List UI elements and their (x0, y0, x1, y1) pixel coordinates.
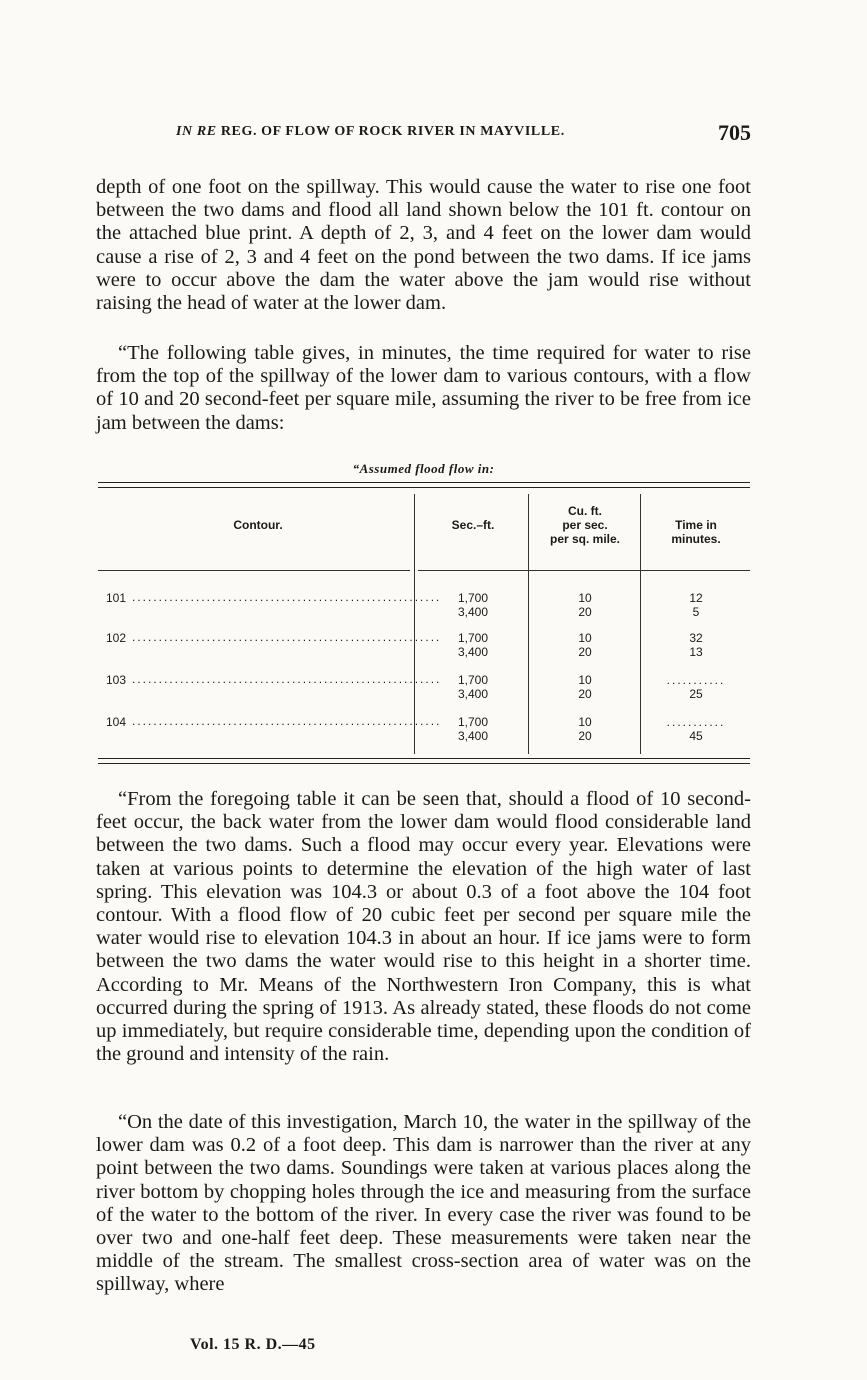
sec-ft-b: 3,400 (457, 605, 489, 619)
header-time-line-1: Time in (675, 518, 717, 532)
contour-value: 103 (106, 673, 127, 687)
time-b: 5 (692, 605, 700, 619)
table-row (98, 588, 750, 624)
time-a: 32 (689, 631, 703, 645)
header-cu-ft-line-1: Cu. ft. (568, 504, 602, 518)
cu-ft-values (530, 715, 640, 743)
sec-ft-b: 3,400 (457, 687, 489, 701)
time-a: ........... (666, 673, 726, 687)
cu-ft-a: 10 (578, 673, 592, 687)
flood-table (98, 482, 750, 768)
table-row (98, 712, 750, 748)
time-b: 25 (689, 687, 703, 701)
paragraph-1: depth of one foot on the spillway. This would cause the water to rise one foot between the two dams and flood all land shown below the 101 ft. contour on the attached blue print. A depth of 2, 3, and 4 feet on the lower dam would cause a rise of 2, 3 and 4 feet on the pond between the two dams. If ice jams were to occur above the dam the water above the jam would rise without raising the head of water at the lower dam. (96, 176, 751, 315)
running-title (176, 124, 565, 140)
time-b: 45 (689, 729, 703, 743)
contour-value: 102 (106, 631, 127, 645)
paragraph-2: “The following table gives, in minutes, the time required for water to rise from the top of the spillway of the lower dam to various contours, with a flow of 10 and 20 second-feet per square mile, assuming the river to be free from ice jam between the dams: (96, 342, 751, 434)
time-values (642, 715, 750, 743)
header-time (642, 518, 750, 546)
table-row (98, 628, 750, 664)
header-cu-ft-line-3: per sq. mile. (549, 532, 621, 546)
dot-leader: .......................................................... (132, 714, 442, 728)
time-values (642, 673, 750, 701)
sec-ft-a: 1,700 (457, 591, 489, 605)
header-sec-ft: Sec.–ft. (451, 518, 495, 532)
table-row (98, 670, 750, 706)
running-title-rest: REG. OF FLOW OF ROCK RIVER IN MAYVILLE. (216, 124, 565, 139)
running-head (96, 120, 751, 150)
time-values (642, 631, 750, 659)
header-cu-ft-line-2: per sec. (562, 518, 608, 532)
table-caption: “Assumed flood flow in: (352, 461, 495, 476)
header-rule (418, 570, 750, 571)
header-time-line-2: minutes. (671, 532, 721, 546)
cu-ft-b: 20 (578, 645, 592, 659)
cu-ft-values (530, 591, 640, 619)
cu-ft-b: 20 (578, 605, 592, 619)
dot-leader: .......................................................... (132, 672, 442, 686)
sec-ft-values (418, 591, 528, 619)
cu-ft-a: 10 (578, 591, 592, 605)
contour-value: 104 (106, 715, 127, 729)
cu-ft-values (530, 631, 640, 659)
cu-ft-a: 10 (578, 715, 592, 729)
sec-ft-a: 1,700 (457, 673, 489, 687)
sec-ft-b: 3,400 (457, 729, 489, 743)
dot-leader: .......................................................... (132, 590, 442, 604)
sec-ft-a: 1,700 (457, 631, 489, 645)
time-b: 13 (689, 645, 703, 659)
sec-ft-b: 3,400 (457, 645, 489, 659)
time-a: 12 (689, 591, 703, 605)
dot-leader: .......................................................... (132, 630, 442, 644)
running-title-italic: IN RE (176, 124, 217, 139)
cu-ft-a: 10 (578, 631, 592, 645)
header-rule (98, 570, 410, 571)
paragraph-4: “On the date of this investigation, March 10, the water in the spillway of the lower dam was 0.2 of a foot deep. This dam is narrower than the river at any point between the two dams. Soundings were taken at various places along the river bottom by chopping holes through the ice and measuring from the surface of the water to the bottom of the river. In every case the river was found to be over two and one-half feet deep. These measurements were taken near the middle of the stream. The smallest cross-section area of water was on the spillway, where (96, 1111, 751, 1296)
header-cu-ft (530, 504, 640, 546)
sec-ft-values (418, 673, 528, 701)
sec-ft-a: 1,700 (457, 715, 489, 729)
sec-ft-values (418, 715, 528, 743)
time-a: ........... (666, 715, 726, 729)
header-contour: Contour. (233, 518, 283, 532)
sec-ft-values (418, 631, 528, 659)
time-values (642, 591, 750, 619)
table-top-rule (98, 482, 750, 488)
paragraph-3: “From the foregoing table it can be seen that, should a flood of 10 second-feet occur, the back water from the lower dam would flood considerable land between the two dams. Such a flood may occur every year. Elevations were taken at various points to determine the elevation of the high water of last spring. This elevation was 104.3 or about 0.3 of a foot above the 104 foot contour. With a flood flow of 20 cubic feet per second per square mile the water would rise to elevation 104.3 in about an hour. If ice jams were to form between the two dams the water would rise to this height in a shorter time. According to Mr. Means of the Northwestern Iron Company, this is what occurred during the spring of 1913. As already stated, these floods do not come up immediately, but require considerable time, depending upon the condition of the ground and intensity of the rain. (96, 788, 751, 1066)
page-number: 705 (718, 120, 751, 145)
cu-ft-values (530, 673, 640, 701)
cu-ft-b: 20 (578, 687, 592, 701)
contour-value: 101 (106, 591, 127, 605)
table-bottom-rule (98, 758, 750, 764)
signature-mark: Vol. 15 R. D.—45 (190, 1336, 316, 1353)
cu-ft-b: 20 (578, 729, 592, 743)
